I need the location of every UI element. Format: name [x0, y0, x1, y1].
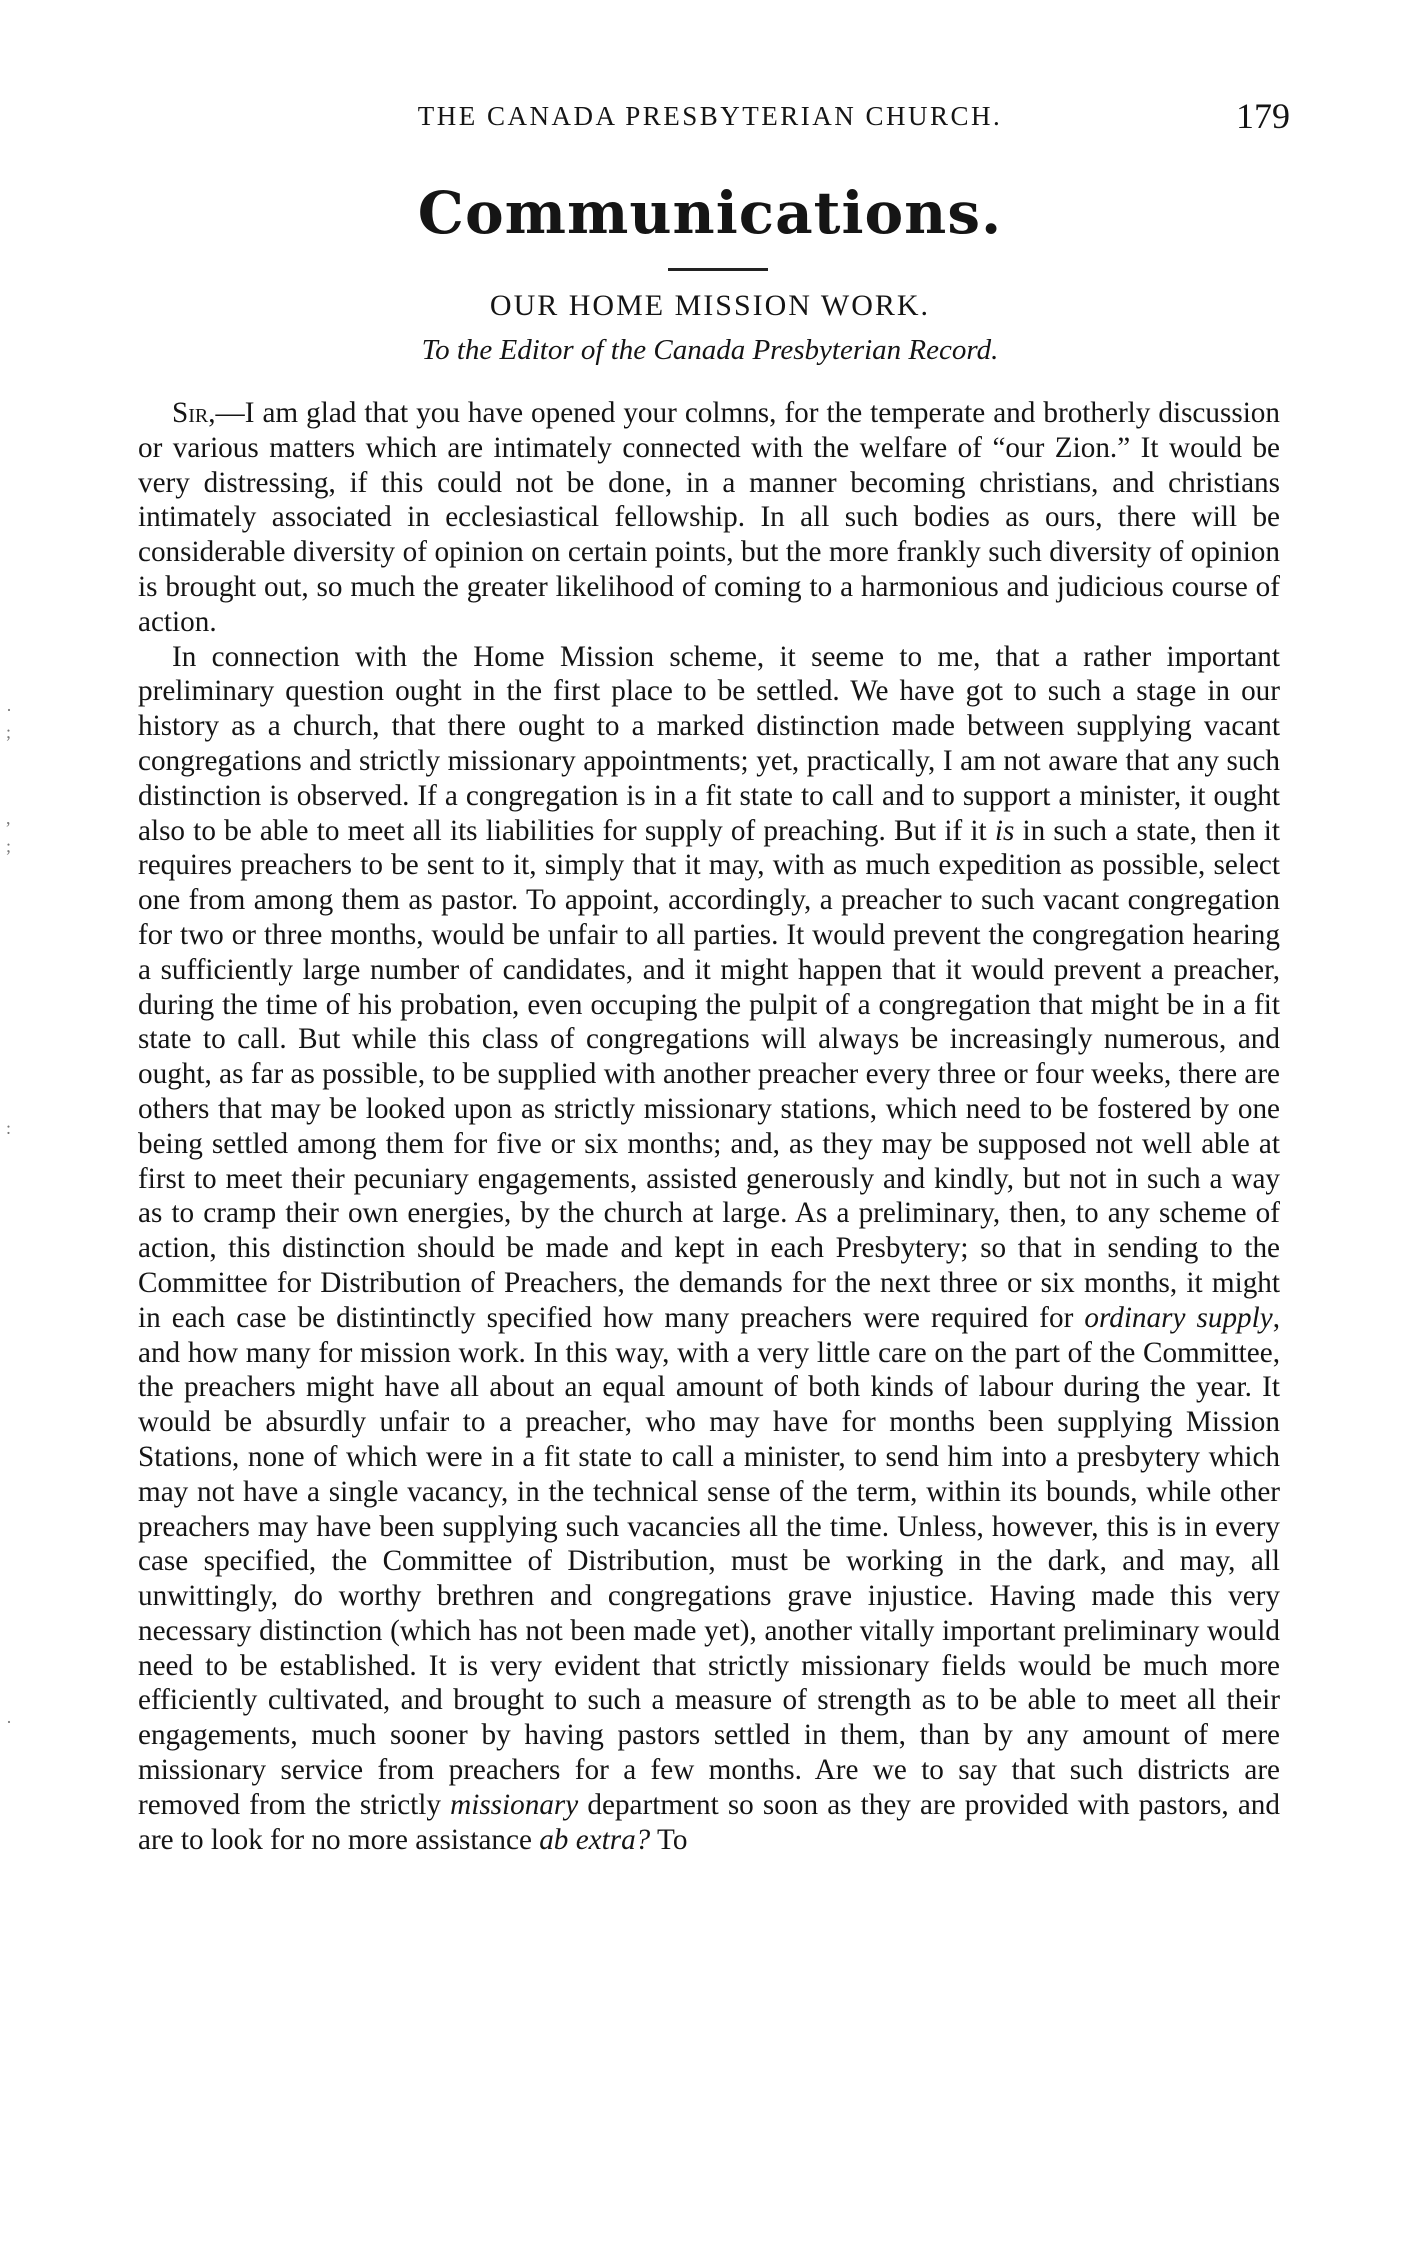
salutation: Sir, — [172, 397, 216, 429]
margin-mark: ; — [6, 836, 12, 856]
emphasis-ordinary-supply: ordinary supply — [1084, 1301, 1273, 1334]
running-head — [130, 92, 1290, 140]
margin-mark: · — [6, 700, 12, 720]
paragraph-2-text: In connection with the Home Mission scheme, it seeme to me, that a rather important preliminary question ought in the first place to be settled. We have got to such a stage in our history as a church, that there ought to a marked distinction made between supplying vacant congregations and strictly missionary appointments; yet, practically, I am not aware that any such distinction is observed. If a congregation is in a fit state to call and to support a minister, it ought also to be able to meet all its liabilities for supply of preaching. But if it — [138, 640, 1280, 847]
heading-rule — [668, 268, 768, 271]
emphasis-ab-extra: ab extra? — [539, 1823, 651, 1856]
emphasis-is: is — [994, 814, 1015, 847]
article-title: OUR HOME MISSION WORK. — [489, 289, 931, 322]
article-dedication: To the Editor of the Canada Presbyterian Record. — [421, 334, 999, 366]
article-body — [138, 396, 1280, 1857]
emphasis-missionary: missionary — [450, 1788, 579, 1821]
paragraph-2 — [138, 640, 1280, 1858]
margin-marks — [6, 0, 26, 2267]
page-number: 179 — [1236, 96, 1290, 136]
margin-mark: · — [6, 1712, 12, 1732]
running-title: THE CANADA PRESBYTERIAN CHURCH. — [417, 101, 1003, 131]
paragraph-1-text: —I am glad that you have opened your colmns, for the temperate and brotherly discussion or various matters which are intimately connected with the welfare of “our Zion.” It would be very distressing, if this could not be done, in a manner becoming christians, and christians intimately associated in ecclesiastical fellowship. In all such bodies as ours, there will be considerable diversity of opinion on certain points, but the more frankly such diversity of opinion is brought out, so much the greater likelihood of coming to a harmonious and judicious course of action. — [138, 397, 1280, 638]
margin-mark: ; — [6, 722, 12, 742]
section-heading: Communications. — [417, 179, 1003, 247]
paragraph-1 — [138, 396, 1280, 640]
paragraph-2-text: in such a state, then it requires preachers to be sent to it, simply that it may, with as much expedition as possible, select one from among them as pastor. To appoint, accordingly, a preacher to such vacant congregation for two or three months, would be unfair to all parties. It would prevent the congregation hearing a sufficiently large number of candidates, and it might happen that it would prevent a preacher, during the time of his probation, even occuping the pulpit of a congregation that might be in a fit state to call. But while this class of congregations will always be increasingly numerous, and ought, as far as possible, to be supplied with another preacher every three or four weeks, there are others that may be looked upon as strictly missionary stations, which need to be fostered by one being settled among them for five or six months; and, as they may be supposed not well able at first to meet their pecuniary engagements, assisted generously and kindly, but not in such a way as to cramp their own energies, by the church at large. As a preliminary, then, to any scheme of action, this distinction should be made and kept in each Presbytery; so that in sending to the Committee for Distribution of Preachers, the demands for the next three or six months, it might in each case be distintinctly specified how many preachers were required for — [138, 814, 1280, 1334]
margin-mark: , — [6, 808, 11, 828]
paragraph-2-text: To — [650, 1823, 688, 1856]
margin-mark: : — [6, 1118, 12, 1138]
paragraph-2-text: , and how many for mission work. In this way, with a very little care on the part of the Committee, the preachers might have all about an equal amount of both kinds of labour during the year. It would be absurdly unfair to a preacher, who may have for months been supplying Mission Stations, none of which were in a fit state to call a minister, to send him into a presbytery which may not have a single vacancy, in the technical sense of the term, within its bounds, while other preachers may have been supplying such vacancies all the time. Unless, however, this is in every case specified, the Committee of Distribution, must be working in the dark, and may, all unwittingly, do worthy brethren and congregations grave injustice. Having made this very necessary distinction (which has not been made yet), another vitally important preliminary would need to be established. It is very evident that strictly missionary fields would be much more efficiently cultivated, and brought to such a measure of strength as to be able to meet all their engagements, much sooner by having pastors settled in them, than by any amount of mere missionary service from preachers for a few months. Are we to say that such districts are removed from the strictly — [138, 1301, 1280, 1821]
paragraph-2-text: department so soon as they are provided with pastors, and are to look for no more assistance — [138, 1788, 1280, 1856]
